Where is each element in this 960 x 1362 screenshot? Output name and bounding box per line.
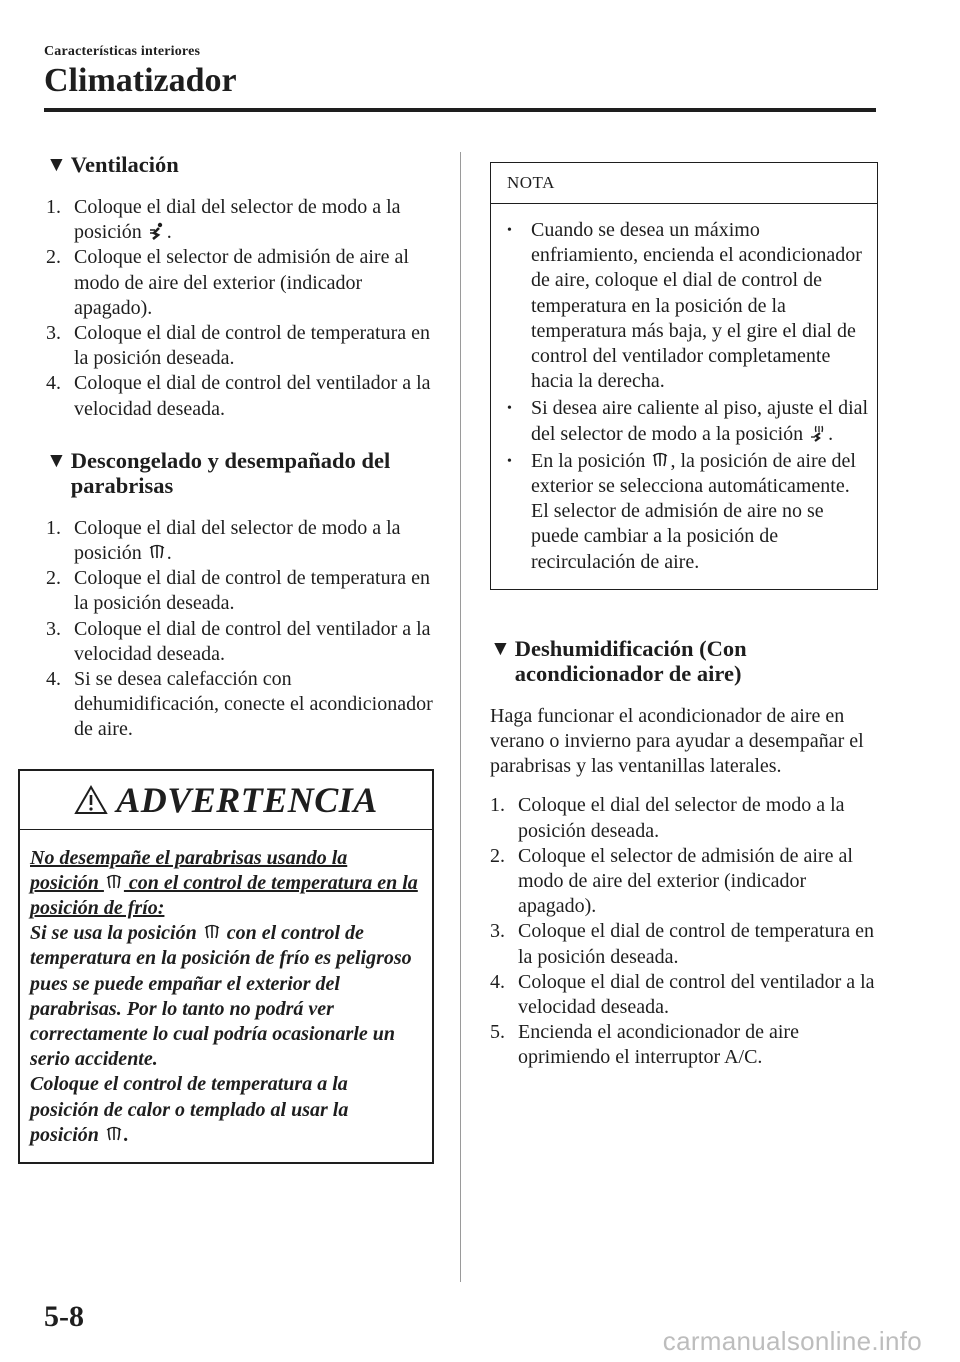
step-number: 4. xyxy=(46,372,61,395)
step-item xyxy=(46,516,436,566)
bullet-icon: • xyxy=(507,401,512,417)
step-text: Coloque el dial de control de temperatura en la posición deseada. xyxy=(74,567,430,615)
step-number: 2. xyxy=(46,246,61,269)
note-title: NOTA xyxy=(491,163,877,204)
triangle-bullet-icon: ▼ xyxy=(490,635,511,660)
defrost-mode-icon xyxy=(203,923,221,941)
step-item xyxy=(490,793,878,843)
step-text: Coloque el selector de admisión de aire al modo de aire del exterior (indicador apagado). xyxy=(74,246,409,319)
step-item xyxy=(46,321,436,371)
step-item xyxy=(490,1020,878,1070)
warning-text-2: Coloque el control de temperatura a la posición de calor o templado al usar la posición . xyxy=(30,1073,349,1146)
triangle-bullet-icon: ▼ xyxy=(46,447,67,472)
step-text: Coloque el dial del selector de modo a la posición deseada. xyxy=(518,794,845,842)
steps-descongelado xyxy=(46,516,436,743)
step-text: Coloque el dial de control del ventilador a la velocidad deseada. xyxy=(74,372,431,420)
heading-descongelado: ▼ Descongelado y desempañado del parabrisas xyxy=(46,447,391,498)
note-text: Cuando se desea un máximo enfriamiento, encienda el acondicionador de aire, coloque el dial de control de temperatura en la posición de la temperatura más baja, y el gire el dial de control del ventilador completamente hacia la derecha. xyxy=(531,219,862,393)
floor-defrost-mode-icon xyxy=(809,424,827,442)
right-column xyxy=(490,162,878,1097)
step-item xyxy=(46,245,436,321)
warning-triangle-icon xyxy=(74,785,108,815)
step-item xyxy=(490,970,878,1020)
step-text: Coloque el dial de control de temperatura en la posición deseada. xyxy=(74,322,430,370)
step-item xyxy=(46,667,436,743)
defrost-mode-icon xyxy=(651,451,669,469)
note-text: Si desea aire caliente al piso, ajuste el dial del selector de modo a la posición . xyxy=(531,397,869,445)
steps-deshumidificacion xyxy=(490,793,878,1070)
heading-deshumidificacion: ▼ Deshumidificación (Con acondicionador de aire) xyxy=(490,635,747,686)
step-number: 3. xyxy=(46,617,61,640)
step-text: Coloque el selector de admisión de aire al modo de aire del exterior (indicador apagado). xyxy=(518,844,853,918)
note-box xyxy=(490,162,878,590)
bullet-icon: • xyxy=(507,453,512,469)
step-text: Coloque el dial de control del ventilador a la velocidad deseada. xyxy=(74,617,431,665)
vent-mode-icon xyxy=(148,222,166,240)
step-number: 1. xyxy=(46,196,61,218)
step-item xyxy=(490,919,878,969)
step-number: 4. xyxy=(490,970,505,993)
step-text: Coloque el dial del selector de modo a la posición . xyxy=(74,516,401,565)
note-item xyxy=(505,218,869,394)
step-text: Coloque el dial de control del ventilador a la velocidad deseada. xyxy=(518,970,875,1019)
warning-title: ADVERTENCIA xyxy=(116,779,378,820)
watermark: carmanualsonline.info xyxy=(662,1326,922,1356)
warning-body xyxy=(20,830,432,1162)
step-number: 3. xyxy=(46,322,61,345)
page-header xyxy=(44,44,876,100)
intro-paragraph: Haga funcionar el acondicionador de aire en verano o invierno para ayudar a desempañar el parabrisas y las ventanillas laterales. xyxy=(490,704,864,778)
column-divider xyxy=(460,152,461,1282)
step-number: 4. xyxy=(46,668,61,691)
note-item xyxy=(505,449,869,575)
section-name: Características interiores xyxy=(44,44,201,59)
bullet-icon: • xyxy=(507,223,512,238)
step-item xyxy=(46,195,436,245)
step-text: Coloque el dial del selector de modo a la posición . xyxy=(74,196,401,244)
step-number: 1. xyxy=(490,794,505,817)
step-text: Encienda el acondicionador de aire oprimiendo el interruptor A/C. xyxy=(518,1021,799,1069)
page-number: 5-8 xyxy=(44,1300,84,1333)
steps-ventilacion xyxy=(46,195,436,422)
step-number: 1. xyxy=(46,516,61,539)
warning-box xyxy=(18,769,434,1164)
note-text: En la posición , la posición de aire del exterior se selecciona automáticamente. El selector de admisión de aire no se puede cambiar a la posición de recirculación de aire. xyxy=(531,449,856,573)
step-text: Si se desea calefacción con dehumidificación, conecte el acondicionador de aire. xyxy=(74,668,433,741)
step-item xyxy=(46,617,436,667)
step-number: 2. xyxy=(490,844,505,867)
triangle-bullet-icon: ▼ xyxy=(46,152,67,176)
step-item xyxy=(46,566,436,616)
step-text: Coloque el dial de control de temperatura en la posición deseada. xyxy=(518,920,874,968)
warning-text-1: Si se usa la posición con el control de temperatura en la posición de frío es peligroso pues se puede empañar el exterior del parabrisas. Por lo tanto no podrá ver correctamente lo cual podría ocasionarle un serio accidente. xyxy=(30,922,412,1071)
left-column xyxy=(30,152,436,1164)
note-body xyxy=(491,204,877,589)
step-item xyxy=(46,371,436,421)
page-title: Climatizador xyxy=(44,62,237,99)
step-number: 2. xyxy=(46,567,61,590)
warning-header xyxy=(20,771,432,830)
step-number: 5. xyxy=(490,1021,505,1044)
note-item xyxy=(505,396,869,446)
header-rule xyxy=(44,108,876,112)
step-item xyxy=(490,844,878,920)
heading-ventilacion: ▼ Ventilación xyxy=(46,152,179,177)
defrost-mode-icon xyxy=(148,543,166,561)
warning-lead: No desempañe el parabrisas usando la posición con el control de temperatura en la posición de frío: xyxy=(30,846,418,920)
step-number: 3. xyxy=(490,920,505,943)
defrost-mode-icon xyxy=(105,1125,123,1143)
defrost-mode-icon xyxy=(105,873,123,891)
